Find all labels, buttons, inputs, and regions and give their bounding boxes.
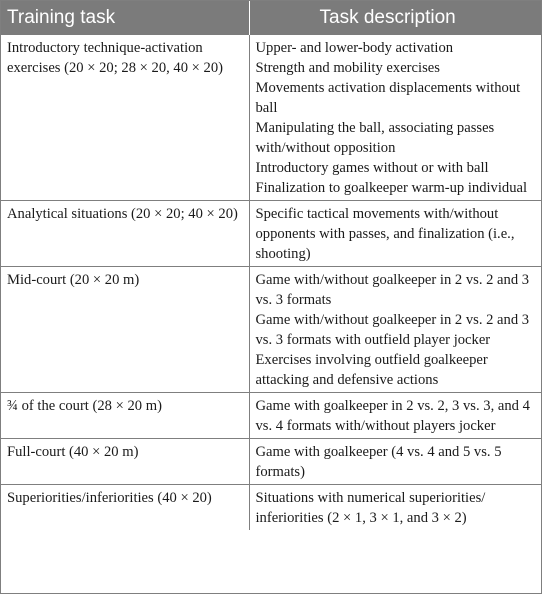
description-line: Introductory games without or with ball: [255, 160, 489, 176]
task-description-cell: [249, 439, 541, 485]
description-line: Finalization to goalkeeper warm-up individual: [255, 180, 528, 196]
description-line: Game with/without goalkeeper in 2 vs. 2 and 3 vs. 3 formats with outfield player jocker: [255, 312, 530, 348]
description-line: Strength and mobility exercises: [255, 60, 440, 76]
header-task-description: Task description: [249, 1, 541, 35]
description-line: Game with goalkeeper (4 vs. 4 and 5 vs. 5 formats): [255, 444, 502, 480]
description-line: Manipulating the ball, associating passes with/without opposition: [255, 120, 495, 156]
table-row: [1, 485, 541, 531]
training-task-cell: Mid-court (20 × 20 m): [1, 267, 249, 393]
task-description-cell: [249, 35, 541, 201]
table-row: [1, 201, 541, 267]
table-header: [1, 1, 541, 35]
task-description-cell: [249, 393, 541, 439]
description-line: Situations with numerical superiorities/ inferiorities (2 × 1, 3 × 1, and 3 × 2): [255, 490, 486, 526]
table-row: [1, 35, 541, 201]
description-line: Game with goalkeeper in 2 vs. 2, 3 vs. 3, and 4 vs. 4 formats with/without players jocker: [255, 398, 530, 434]
task-description-cell: [249, 201, 541, 267]
training-task-cell: Introductory technique-activation exercises (20 × 20; 28 × 20, 40 × 20): [1, 35, 249, 201]
training-task-cell: Full-court (40 × 20 m): [1, 439, 249, 485]
description-line: Specific tactical movements with/without opponents with passes, and finalization (i.e., shooting): [255, 206, 515, 262]
training-task-cell: ¾ of the court (28 × 20 m): [1, 393, 249, 439]
table-row: [1, 439, 541, 485]
description-line: Game with/without goalkeeper in 2 vs. 2 and 3 vs. 3 formats: [255, 272, 530, 308]
header-training-task: Training task: [1, 1, 249, 35]
table-row: [1, 393, 541, 439]
description-line: Movements activation displacements without ball: [255, 80, 521, 116]
training-table: [1, 1, 541, 530]
task-description-cell: [249, 267, 541, 393]
description-line: Exercises involving outfield goalkeeper attacking and defensive actions: [255, 352, 488, 388]
training-task-cell: Analytical situations (20 × 20; 40 × 20): [1, 201, 249, 267]
description-line: Upper- and lower-body activation: [255, 40, 454, 56]
training-task-cell: Superiorities/inferiorities (40 × 20): [1, 485, 249, 531]
header-row: [1, 1, 541, 35]
task-description-cell: [249, 485, 541, 531]
table-row: [1, 267, 541, 393]
table-body: [1, 35, 541, 530]
